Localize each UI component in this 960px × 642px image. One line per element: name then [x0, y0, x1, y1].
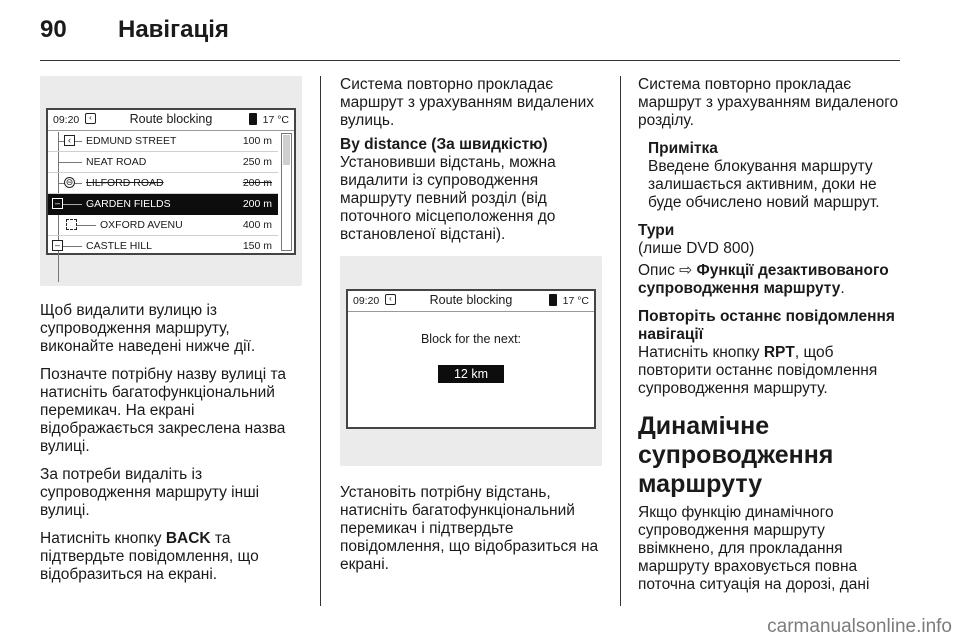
temperature: 17 °C	[262, 114, 289, 126]
scrollbar-thumb[interactable]	[283, 135, 290, 165]
route-icon: ‹	[385, 294, 396, 305]
street-name: GARDEN FIELDS	[86, 198, 171, 210]
page-title: Навігація	[118, 16, 229, 43]
subheading-tours: Тури	[638, 222, 675, 239]
street-row[interactable]	[48, 236, 278, 256]
collapse-icon[interactable]: –	[52, 240, 63, 251]
street-list	[48, 131, 278, 256]
street-name: EDMUND STREET	[86, 135, 177, 147]
text: .	[840, 280, 845, 297]
screen-status-bar	[348, 291, 594, 312]
paragraph: Щоб видалити вулицю із супроводження маршруту, виконайте наведені нижче дії.	[40, 302, 256, 355]
note-block	[638, 140, 903, 212]
distance-value-field[interactable]: 12 km	[438, 365, 504, 383]
route-blocking-list-screen	[46, 108, 296, 255]
cross-reference-link[interactable]: Функції дезактивованого супроводження маршруту	[638, 262, 889, 297]
street-row[interactable]	[48, 215, 278, 236]
tree-branch	[58, 162, 82, 163]
street-name: NEAT ROAD	[86, 156, 147, 168]
subheading-by-distance: By distance (За швидкістю)	[340, 136, 548, 153]
header-rule	[40, 60, 900, 61]
column-divider-1	[320, 76, 321, 606]
screen-status-bar	[48, 110, 294, 131]
column-3	[638, 76, 903, 604]
note-heading: Примітка	[648, 140, 718, 157]
street-name: LILFORD ROAD	[86, 177, 164, 189]
watermark-logo: carmanualsonline.info	[767, 616, 952, 637]
paragraph	[40, 530, 305, 584]
paragraph: Система повторно прокладає маршрут з урахуванням видаленого розділу.	[638, 76, 899, 129]
route-icon: ‹	[85, 113, 96, 124]
clock-time: 09:20	[353, 295, 380, 307]
street-distance: 200 m	[242, 177, 272, 189]
text: та підтвердьте повідомлення, що відобразиться на екрані.	[40, 530, 259, 583]
text: Опис	[638, 262, 680, 279]
rpt-button-name: RPT	[763, 344, 795, 361]
list-scrollbar[interactable]	[281, 133, 292, 251]
paragraph: Установіть потрібну відстань, натисніть багатофункціональний перемикач і підтвердьте повідомлення, що відобразиться на екрані.	[340, 484, 599, 573]
street-row-blocked[interactable]	[48, 173, 278, 194]
street-distance: 100 m	[242, 135, 272, 147]
screen-title: Route blocking	[429, 293, 513, 307]
text: Натисніть кнопку	[638, 344, 764, 361]
paragraph: Система повторно прокладає маршрут з урахуванням видалених вулиць.	[340, 76, 595, 129]
section-heading-dynamic-guidance: Динамічне супроводження маршруту	[638, 412, 834, 498]
street-distance: 250 m	[242, 156, 272, 168]
paragraph: (лише DVD 800)	[638, 240, 755, 257]
street-row[interactable]	[48, 131, 278, 152]
thermometer-icon	[549, 294, 557, 306]
paragraph: Позначте потрібну назву вулиці та натисніть багатофункціональний перемикач. На екрані відображається закреслена назва вулиці.	[40, 366, 287, 455]
junction-icon	[66, 219, 77, 230]
paragraph: Якщо функцію динамічного супроводження маршруту ввімкнено, для прокладання маршруту враховується повна поточна ситуація на дорозі, дані	[638, 504, 870, 593]
thermometer-icon	[249, 113, 257, 125]
screen-title: Route blocking	[129, 112, 213, 126]
back-button-name: BACK	[165, 530, 211, 547]
page-number: 90	[40, 16, 67, 43]
paragraph: За потреби видаліть із супроводження маршруту інші вулиці.	[40, 466, 260, 519]
street-distance: 150 m	[242, 240, 272, 252]
block-for-label: Block for the next:	[420, 332, 522, 346]
column-1	[40, 76, 305, 594]
route-blocking-distance-screen	[346, 289, 596, 429]
street-name: CASTLE HILL	[86, 240, 152, 252]
street-distance: 400 m	[242, 219, 272, 231]
cross-reference-arrow-icon: ⇨	[679, 262, 693, 279]
text: , щоб повторити останнє повідомлення супроводження маршруту.	[638, 344, 878, 397]
clock-time: 09:20	[53, 114, 80, 126]
route-blocking-list-figure	[40, 76, 302, 286]
text: Натисніть кнопку	[40, 530, 166, 547]
street-row-selected[interactable]	[48, 194, 278, 215]
paragraph: Установивши відстань, можна видалити із супроводження маршруту певний розділ (від поточного місцеположення до встановленої відстані).	[340, 154, 556, 243]
turn-icon: ‹	[64, 135, 75, 146]
street-name: OXFORD AVENU	[100, 219, 183, 231]
street-distance: 200 m	[242, 198, 272, 210]
paragraph	[638, 344, 903, 398]
temperature: 17 °C	[562, 295, 589, 307]
block-icon: ⊖	[65, 177, 74, 187]
route-blocking-distance-figure	[340, 256, 602, 466]
note-text: Введене блокування маршруту залишається активним, доки не буде обчислено новий маршрут.	[648, 158, 880, 211]
collapse-icon[interactable]: –	[52, 198, 63, 209]
subheading-repeat-message: Повторіть останнє повідомлення навігації	[638, 308, 895, 343]
street-row[interactable]	[48, 152, 278, 173]
column-divider-2	[620, 76, 621, 606]
paragraph	[638, 262, 903, 298]
column-2	[340, 76, 610, 584]
